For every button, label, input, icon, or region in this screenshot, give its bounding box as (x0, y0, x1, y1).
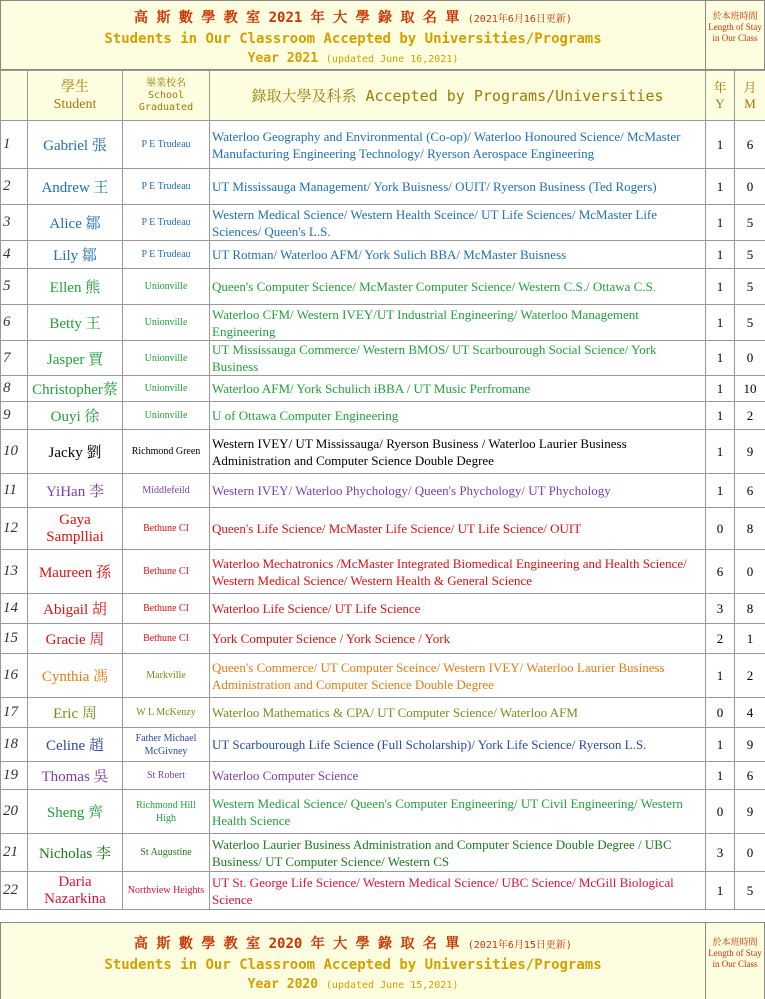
row-number: 16 (1, 654, 28, 698)
table-row (1, 376, 765, 402)
years-value: 1 (706, 430, 735, 474)
accepted-programs: Waterloo Computer Science (210, 762, 706, 790)
student-name: Lily 鄒 (28, 241, 123, 269)
col-year: 年 Y (706, 71, 735, 121)
school-name: P E Trudeau (123, 169, 210, 205)
accepted-programs: UT Mississauga Management/ York Buisness/ OUIT/ Ryerson Business (Ted Rogers) (210, 169, 706, 205)
accepted-programs: Waterloo AFM/ York Schulich iBBA / UT Music Perfromane (210, 376, 706, 402)
accepted-programs: Waterloo Mechatronics /McMaster Integrated Biomedical Engineering and Health Science/ Western Medical Science/ Western Health & General Science (210, 550, 706, 594)
student-name: Daria Nazarkina (28, 872, 123, 910)
months-value: 2 (735, 654, 765, 698)
months-value: 5 (735, 269, 765, 305)
school-name: Unionville (123, 305, 210, 341)
col-school: 畢業校名 School Graduated (123, 71, 210, 121)
years-value: 1 (706, 872, 735, 910)
table-row (1, 654, 765, 698)
student-name: Celine 趙 (28, 728, 123, 762)
row-number: 20 (1, 790, 28, 834)
student-name: Gracie 周 (28, 624, 123, 654)
months-value: 0 (735, 169, 765, 205)
accepted-programs: UT Mississauga Commerce/ Western BMOS/ UT Scarbourough Social Science/ York Business (210, 341, 706, 376)
months-value: 2 (735, 402, 765, 430)
row-number: 18 (1, 728, 28, 762)
row-number: 10 (1, 430, 28, 474)
months-value: 6 (735, 474, 765, 508)
table-row (1, 474, 765, 508)
years-value: 1 (706, 121, 735, 169)
years-value: 1 (706, 205, 735, 241)
student-name: Nicholas 李 (28, 834, 123, 872)
row-number: 3 (1, 205, 28, 241)
student-name: Sheng 齊 (28, 790, 123, 834)
years-value: 1 (706, 169, 735, 205)
row-number: 4 (1, 241, 28, 269)
months-value: 5 (735, 241, 765, 269)
accepted-programs: York Computer Science / York Science / York (210, 624, 706, 654)
row-number: 9 (1, 402, 28, 430)
months-value: 0 (735, 550, 765, 594)
months-value: 0 (735, 834, 765, 872)
row-number: 15 (1, 624, 28, 654)
months-value: 10 (735, 376, 765, 402)
school-name: P E Trudeau (123, 121, 210, 169)
title-2020-chinese-note: (2021年6月15日更新) (467, 940, 572, 951)
table-row (1, 624, 765, 654)
row-number: 6 (1, 305, 28, 341)
student-name: Alice 鄒 (28, 205, 123, 241)
table-row (1, 728, 765, 762)
years-value: 1 (706, 305, 735, 341)
school-name: Markville (123, 654, 210, 698)
months-value: 9 (735, 728, 765, 762)
school-name: Unionville (123, 402, 210, 430)
title-english: Students in Our Classroom Accepted by Universities/Programs (104, 31, 602, 47)
header-titles (1, 1, 706, 69)
years-value: 2 (706, 624, 735, 654)
years-value: 1 (706, 376, 735, 402)
school-name: W L McKenzy (123, 698, 210, 728)
table-row (1, 241, 765, 269)
table-row (1, 430, 765, 474)
table-row (1, 269, 765, 305)
student-name: Jasper 賈 (28, 341, 123, 376)
length-of-stay-label (706, 1, 764, 44)
months-value: 0 (735, 341, 765, 376)
school-name: Bethune CI (123, 594, 210, 624)
school-name: St Augustine (123, 834, 210, 872)
accepted-programs: Queen's Life Science/ McMaster Life Science/ UT Life Science/ OUIT (210, 508, 706, 550)
length-label-2020-cn: 於本班時間 (712, 937, 758, 947)
months-value: 6 (735, 762, 765, 790)
table-row (1, 341, 765, 376)
table-row (1, 762, 765, 790)
col-month: 月 M (735, 71, 765, 121)
table-row (1, 872, 765, 910)
years-value: 3 (706, 594, 735, 624)
table-row (1, 834, 765, 872)
years-value: 6 (706, 550, 735, 594)
school-name: Unionville (123, 376, 210, 402)
months-value: 8 (735, 508, 765, 550)
student-name: Ellen 熊 (28, 269, 123, 305)
col-student: 學生 Student (28, 71, 123, 121)
student-name: Christopher蔡 (28, 376, 123, 402)
title-chinese-note: (2021年6月16日更新) (467, 14, 572, 25)
year-note: (updated June 16,2021) (325, 54, 459, 65)
years-value: 0 (706, 508, 735, 550)
accepted-programs: UT St. George Life Science/ Western Medical Science/ UBC Science/ McGill Biological Science (210, 872, 706, 910)
header-2021 (0, 0, 765, 70)
student-name: Gaya Samplliai (28, 508, 123, 550)
title-2020-chinese: 高 斯 數 學 教 室 2020 年 大 學 錄 取 名 單 (2021年6月15日更新) (134, 936, 572, 952)
table-row (1, 508, 765, 550)
student-name: Thomas 吳 (28, 762, 123, 790)
months-value: 5 (735, 205, 765, 241)
row-number: 17 (1, 698, 28, 728)
row-number: 1 (1, 121, 28, 169)
years-value: 1 (706, 474, 735, 508)
months-value: 9 (735, 790, 765, 834)
row-number: 2 (1, 169, 28, 205)
years-value: 1 (706, 762, 735, 790)
school-name: Richmond Hill High (123, 790, 210, 834)
col-number (1, 71, 28, 121)
student-name: Andrew 王 (28, 169, 123, 205)
school-name: Richmond Green (123, 430, 210, 474)
year-line: Year 2021 (updated June 16,2021) (247, 51, 459, 66)
table-row (1, 121, 765, 169)
row-number: 11 (1, 474, 28, 508)
table-row (1, 790, 765, 834)
length-label-en: Length of Stay in Our Class (708, 22, 762, 43)
school-name: Bethune CI (123, 550, 210, 594)
row-number: 8 (1, 376, 28, 402)
title-2020-english: Students in Our Classroom Accepted by Universities/Programs (104, 957, 602, 973)
school-name: P E Trudeau (123, 205, 210, 241)
student-name: YiHan 李 (28, 474, 123, 508)
months-value: 9 (735, 430, 765, 474)
row-number: 13 (1, 550, 28, 594)
months-value: 8 (735, 594, 765, 624)
student-name: Gabriel 張 (28, 121, 123, 169)
school-name: Bethune CI (123, 508, 210, 550)
header-2020 (0, 922, 765, 999)
months-value: 5 (735, 872, 765, 910)
accepted-programs: Waterloo Geography and Environmental (Co-op)/ Waterloo Honoured Science/ McMaster Manufacturing Engineering Technology/ Ryerson Aerospace Engineering (210, 121, 706, 169)
row-number: 21 (1, 834, 28, 872)
years-value: 1 (706, 728, 735, 762)
student-name: Maureen 孫 (28, 550, 123, 594)
table-row (1, 205, 765, 241)
row-number: 7 (1, 341, 28, 376)
accepted-programs: Western Medical Science/ Queen's Computer Engineering/ UT Civil Engineering/ Western Health Science (210, 790, 706, 834)
accepted-programs: UT Rotman/ Waterloo AFM/ York Sulich BBA/ McMaster Buisness (210, 241, 706, 269)
accepted-programs: Waterloo CFM/ Western IVEY/UT Industrial Engineering/ Waterloo Management Engineering (210, 305, 706, 341)
row-number: 5 (1, 269, 28, 305)
accepted-programs: Waterloo Laurier Business Administration and Computer Science Double Degree / UBC Business/ UT Computer Science/ Western CS (210, 834, 706, 872)
school-name: Father Michael McGivney (123, 728, 210, 762)
school-name: P E Trudeau (123, 241, 210, 269)
table-row (1, 305, 765, 341)
accepted-programs: Waterloo Mathematics & CPA/ UT Computer Science/ Waterloo AFM (210, 698, 706, 728)
title-chinese: 高 斯 數 學 教 室 2021 年 大 學 錄 取 名 單 (2021年6月16日更新) (134, 10, 572, 26)
accepted-programs: Western IVEY/ Waterloo Phychology/ Queen's Phychology/ UT Phychology (210, 474, 706, 508)
row-number: 19 (1, 762, 28, 790)
row-number: 14 (1, 594, 28, 624)
row-number: 12 (1, 508, 28, 550)
table-row (1, 169, 765, 205)
accepted-programs: U of Ottawa Computer Engineering (210, 402, 706, 430)
years-value: 0 (706, 698, 735, 728)
accepted-programs: Western Medical Science/ Western Health Sceince/ UT Life Sciences/ McMaster Life Sciences/ Queen's L.S. (210, 205, 706, 241)
school-name: Middlefeild (123, 474, 210, 508)
months-value: 1 (735, 624, 765, 654)
years-value: 1 (706, 654, 735, 698)
accepted-programs: Waterloo Life Science/ UT Life Science (210, 594, 706, 624)
accepted-programs: Western IVEY/ UT Mississauga/ Ryerson Business / Waterloo Laurier Business Administration and Computer Science Double Degree (210, 430, 706, 474)
student-name: Jacky 劉 (28, 430, 123, 474)
table-row (1, 698, 765, 728)
accepted-programs: Queen's Computer Science/ McMaster Computer Science/ Western C.S./ Ottawa C.S. (210, 269, 706, 305)
months-value: 5 (735, 305, 765, 341)
years-value: 1 (706, 241, 735, 269)
years-value: 3 (706, 834, 735, 872)
student-name: Ouyi 徐 (28, 402, 123, 430)
years-value: 1 (706, 402, 735, 430)
student-name: Abigail 胡 (28, 594, 123, 624)
year-2020-note: (updated June 15,2021) (325, 980, 459, 991)
student-name: Betty 王 (28, 305, 123, 341)
years-value: 1 (706, 341, 735, 376)
year-2020-line: Year 2020 (updated June 15,2021) (247, 977, 459, 992)
school-name: St Robert (123, 762, 210, 790)
years-value: 1 (706, 269, 735, 305)
accepted-programs: UT Scarbourough Life Science (Full Scholarship)/ York Life Science/ Ryerson L.S. (210, 728, 706, 762)
length-label-2020-en: Length of Stay in Our Class (708, 948, 762, 969)
school-name: Unionville (123, 341, 210, 376)
years-value: 0 (706, 790, 735, 834)
months-value: 4 (735, 698, 765, 728)
school-name: Northview Heights (123, 872, 210, 910)
school-name: Bethune CI (123, 624, 210, 654)
length-label-cn: 於本班時間 (712, 11, 758, 21)
student-name: Cynthia 馮 (28, 654, 123, 698)
col-programs: 錄取大學及科系 Accepted by Programs/Universities (210, 71, 706, 121)
accepted-programs: Queen's Commerce/ UT Computer Sceince/ Western IVEY/ Waterloo Laurier Business Administration and Computer Science Double Degree (210, 654, 706, 698)
school-name: Unionville (123, 269, 210, 305)
header-2020-titles (1, 923, 706, 999)
table-header-row (1, 71, 765, 121)
acceptance-table (0, 70, 765, 910)
table-row (1, 402, 765, 430)
table-row (1, 550, 765, 594)
row-number: 22 (1, 872, 28, 910)
table-row (1, 594, 765, 624)
student-name: Eric 周 (28, 698, 123, 728)
length-of-stay-label-2020 (706, 923, 764, 970)
months-value: 6 (735, 121, 765, 169)
